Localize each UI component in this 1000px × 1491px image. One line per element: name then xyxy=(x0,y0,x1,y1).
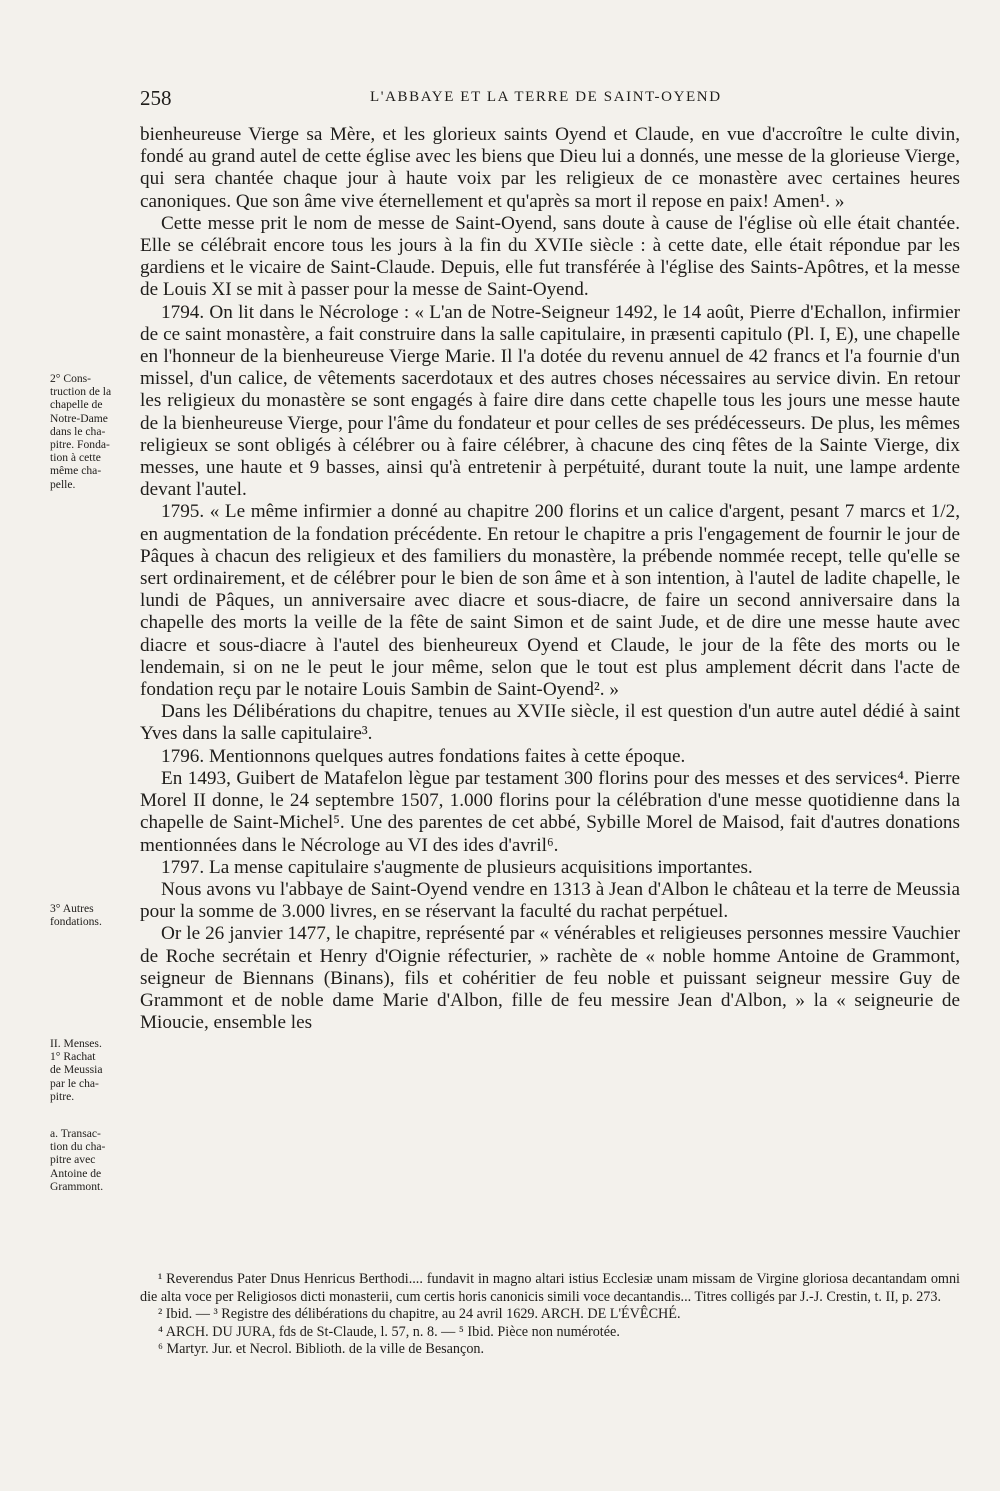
margin-note-line: 2° Cons- xyxy=(50,372,92,385)
margin-note-line: pitre. xyxy=(50,1089,75,1103)
margin-note-line: truction de la xyxy=(50,385,112,399)
paragraph-continuation: bienheureuse Vierge sa Mère, et les glorieux saints Oyend et Claude, en vue d'accroître le culte divin, fondé au grand autel de cette église avec les biens que Dieu lui a donnés, une messe de la glorieuse Vierge, qui sera chantée chaque jour à haute voix par les religieux de ce monastère avec certaines heures canoniques. Que son âme vive éternellement et qu'après sa mort il repose en paix! Amen¹. » xyxy=(140,124,960,212)
margin-note-line: tion à cette xyxy=(50,451,101,465)
margin-note-line: fondations. xyxy=(50,915,102,929)
margin-note-line: par le cha- xyxy=(50,1076,99,1090)
margin-note-autres-fondations xyxy=(50,902,136,928)
paragraph-meussia: Nous avons vu l'abbaye de Saint-Oyend vendre en 1313 à Jean d'Albon le château et la terre de Meussia pour la somme de 3.000 livres, en se réservant la faculté du rachat perpétuel. xyxy=(140,878,960,923)
margin-note-line: Antoine de xyxy=(50,1166,102,1180)
margin-note-line: 3° Autres xyxy=(50,902,94,915)
body-text xyxy=(140,124,960,1034)
margin-note-line: Notre-Dame xyxy=(50,411,108,425)
margin-note-line: pelle. xyxy=(50,477,76,491)
footnote-2-3: ² Ibid. — ³ Registre des délibérations du chapitre, au 24 avril 1629. ARCH. DE L'ÉVÊCHÉ. xyxy=(158,1306,681,1323)
paragraph-1796: 1796. Mentionnons quelques autres fondations faites à cette époque. xyxy=(161,745,686,767)
paragraph-messe-saint-oyend: Cette messe prit le nom de messe de Saint-Oyend, sans doute à cause de l'église où elle était chantée. Elle se célébrait encore tous les jours à la fin du XVIIe siècle : à cette date, elle était répondue par les gardiens et le vicaire de Saint-Claude. Depuis, elle fut transférée à l'église des Saints-Apôtres, et la messe de Louis XI se mit à passer pour la messe de Saint-Oyend. xyxy=(140,212,960,301)
footnotes xyxy=(140,1271,960,1359)
paragraph-1797: 1797. La mense capitulaire s'augmente de plusieurs acquisitions importantes. xyxy=(161,856,753,878)
footnote-1: ¹ Reverendus Pater Dnus Henricus Berthodi.... fundavit in magno altari istius Ecclesiæ unam missam de Virgine gloriosa decantandam omni die alta voce per Religiosos dicti monasterii, cum certis horis canonicis simili voce decantandis... Titres colligés par J.-J. Crestin, t. II, p. 273. xyxy=(140,1271,960,1305)
margin-note-menses xyxy=(50,1037,136,1103)
paragraph-1477: Or le 26 janvier 1477, le chapitre, représenté par « vénérables et religieuses personnes messire Vauchier de Roche secrétain et Henry d'Oignie réfecturier, » rachète de « noble homme Antoine de Grammont, seigneur de Biennans (Binans), fils et cohéritier de feu noble et puissant seigneur messire Guy de Grammont et de noble dame Marie d'Albon, fille de feu messire Jean d'Albon, » la « seigneurie de Mioucie, ensemble les xyxy=(140,923,960,1034)
page-number: 258 xyxy=(140,86,172,110)
footnote-4-5: ⁴ ARCH. DU JURA, fds de St-Claude, l. 57, n. 8. — ⁵ Ibid. Pièce non numérotée. xyxy=(158,1323,620,1340)
margin-note-line: même cha- xyxy=(50,464,102,478)
margin-note-transaction xyxy=(50,1127,136,1193)
margin-note-chapelle xyxy=(50,372,136,491)
margin-note-line: tion du cha- xyxy=(50,1140,106,1154)
paragraph-1795: 1795. « Le même infirmier a donné au chapitre 200 florins et un calice d'argent, pesant 7 marcs et 1/2, en augmentation de la fondation précédente. En retour le chapitre a pris l'engagement de fournir le jour de Pâques à chacun des religieux et des familiers du monastère, la prébende nommée recept, telle qu'elle se sert ordinairement, et de célébrer pour le bien de son âme et à son intention, à l'autel de ladite chapelle, le lundi de Pâques, un anniversaire avec diacre et sous-diacre, de faire un second anniversaire dans la chapelle des morts la veille de la fête de saint Simon et de saint Jude, et de dire une messe haute avec diacre et sous-diacre à l'autel des bienheureux Oyend et Claude, le jour de la fête des morts ou le lendemain, si on ne le peut le jour même, selon que le tout est plus amplement décrit dans l'acte de fondation reçu par le notaire Louis Sambin de Saint-Oyend². » xyxy=(140,501,960,701)
paragraph-1794: 1794. On lit dans le Nécrologe : « L'an de Notre-Seigneur 1492, le 14 août, Pierre d'Echallon, infirmier de ce saint monastère, a fait construire dans la salle capitulaire, in præsenti capitulo (Pl. I, E), une chapelle en l'honneur de la bienheureuse Vierge Marie. Il l'a dotée du revenu annuel de 42 francs et l'a fournie d'un missel, d'un calice, de vêtements sacerdotaux et des autres choses nécessaires au service divin. En retour les religieux du monastère se sont engagés à faire dire dans cette chapelle tous les jours une messe haute de la bienheureuse Vierge, pour l'âme du fondateur et pour celles de ses prédécesseurs. De plus, les mêmes religieux se sont obligés à célébrer ou à faire célébrer, à chacune des cinq fêtes de la Sainte Vierge, dix messes, une haute et 9 basses, ainsi qu'à entretenir à perpétuité, durant toute la nuit, une lampe ardente devant l'autel. xyxy=(140,301,960,501)
margin-note-line: pitre avec xyxy=(50,1153,96,1167)
margin-note-line: de Meussia xyxy=(50,1063,103,1077)
margin-note-line: chapelle de xyxy=(50,398,103,412)
paragraph-deliberations: Dans les Délibérations du chapitre, tenues au XVIIe siècle, il est question d'un autre autel dédié à saint Yves dans la salle capitulaire³. xyxy=(140,701,960,745)
margin-note-line: 1° Rachat xyxy=(50,1050,96,1064)
running-head xyxy=(140,86,960,110)
running-title: L'ABBAYE ET LA TERRE DE SAINT-OYEND xyxy=(370,89,722,105)
margin-note-line: dans le cha- xyxy=(50,424,106,438)
margin-note-line: a. Transac- xyxy=(50,1127,101,1140)
footnote-6: ⁶ Martyr. Jur. et Necrol. Biblioth. de la ville de Besançon. xyxy=(158,1341,485,1358)
margin-note-line: II. Menses. xyxy=(50,1037,102,1050)
margin-note-line: pitre. Fonda- xyxy=(50,438,110,452)
margin-note-line: Grammont. xyxy=(50,1179,104,1193)
paragraph-fondations: En 1493, Guibert de Matafelon lègue par testament 300 florins pour des messes et des services⁴. Pierre Morel II donne, le 24 septembre 1507, 1.000 florins pour la célébration d'une messe quotidienne dans la chapelle de Saint-Michel⁵. Une des parentes de cet abbé, Sybille Morel de Maisod, fait d'autres donations mentionnées dans le Nécrologe au VI des ides d'avril⁶. xyxy=(140,767,960,856)
